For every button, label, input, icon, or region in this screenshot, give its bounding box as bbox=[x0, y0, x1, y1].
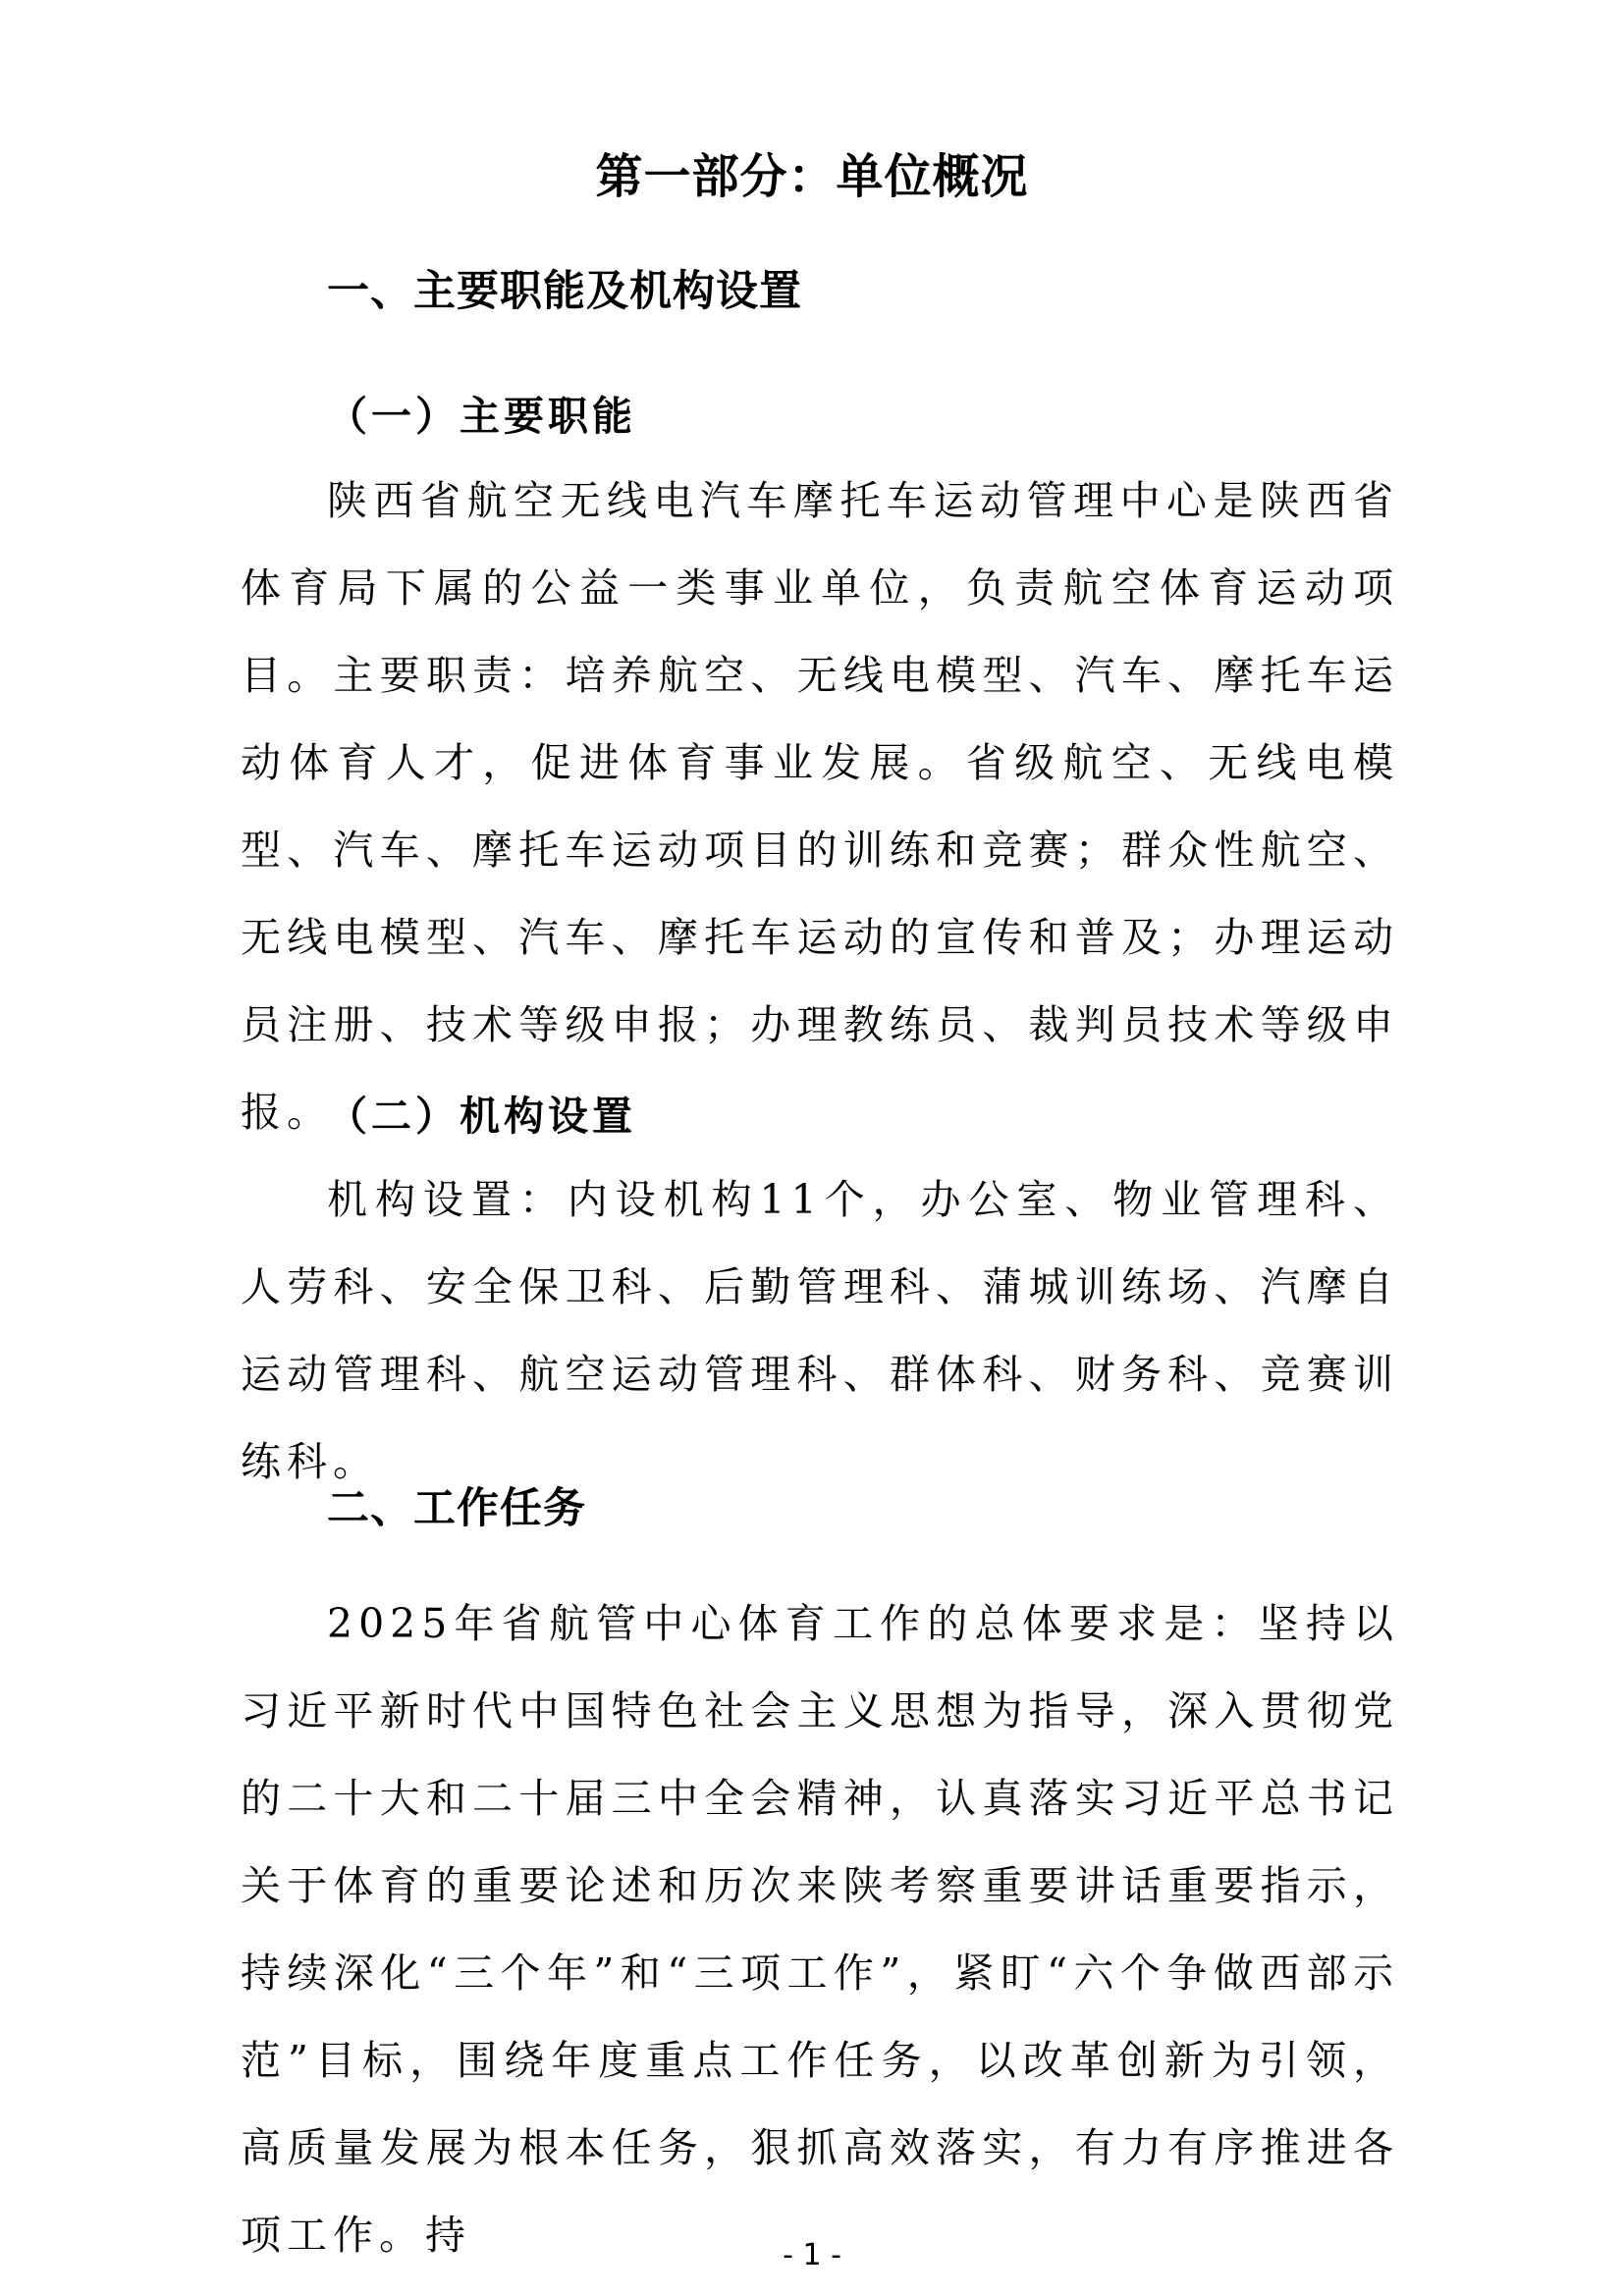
subheading-organization: （二）机构设置 bbox=[327, 1093, 636, 1140]
page-number: - 1 - bbox=[783, 2238, 841, 2272]
paragraph-work-tasks: 2025年省航管中心体育工作的总体要求是：坚持以习近平新时代中国特色社会主义思想为指导，深入贯彻党的二十大和二十届三中全会精神，认真落实习近平总书记关于体育的重要论述和历次来陕考察重要讲话重要指示，持续深化“三个年”和“三项工作”，紧盯“六个争做西部示范”目标，围绕年度重点工作任务，以改革创新为引领，高质量发展为根本任务，狠抓高效落实，有力有序推进各项工作。持 bbox=[241, 1600, 1399, 2259]
section-heading-work-tasks: 二、工作任务 bbox=[327, 1484, 586, 1533]
paragraph-main-functions: 陕西省航空无线电汽车摩托车运动管理中心是陕西省体育局下属的公益一类事业单位，负责航空体育运动项目。主要职责：培养航空、无线电模型、汽车、摩托车运动体育人才，促进体育事业发展。省级航空、无线电模型、汽车、摩托车运动项目的训练和竞赛；群众性航空、无线电模型、汽车、摩托车运动的宣传和普及；办理运动员注册、技术等级申报；办理教练员、裁判员技术等级申报。 bbox=[241, 477, 1399, 1136]
paragraph-organization: 机构设置：内设机构11个，办公室、物业管理科、人劳科、安全保卫科、后勤管理科、蒲城训练场、汽摩自运动管理科、航空运动管理科、群体科、财务科、竞赛训练科。 bbox=[241, 1176, 1399, 1485]
page-title: 第一部分：单位概况 bbox=[595, 149, 1029, 204]
section-heading-functions-and-structure: 一、主要职能及机构设置 bbox=[327, 267, 802, 316]
subheading-main-functions: （一）主要职能 bbox=[327, 393, 636, 440]
